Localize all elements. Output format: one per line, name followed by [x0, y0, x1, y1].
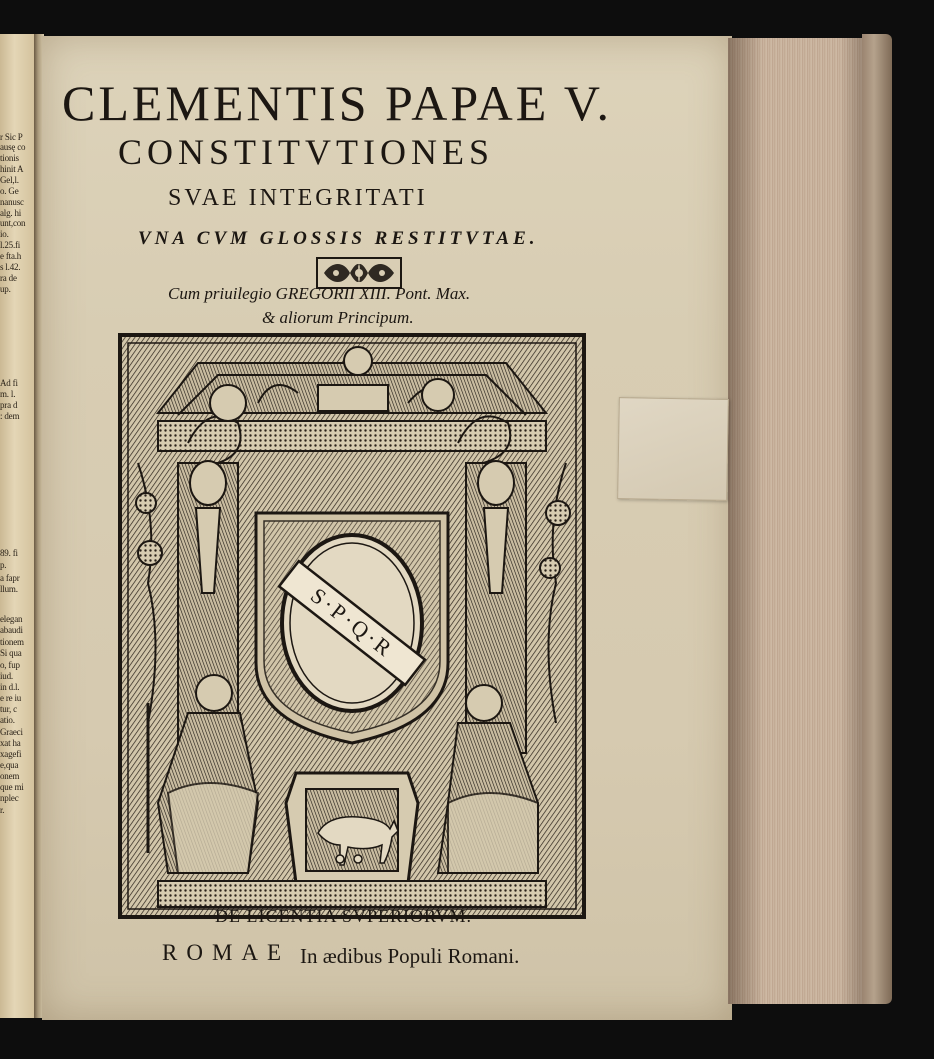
left-page-fragment: nanusc	[0, 197, 24, 207]
left-page-fragment: atio.	[0, 715, 15, 725]
left-page-fragment: e fta.h	[0, 251, 22, 261]
left-page-fragment: llum.	[0, 584, 18, 594]
left-page-fragment: s l.42.	[0, 262, 21, 272]
left-page-fragment: in d.l.	[0, 682, 20, 692]
left-page-fragment: Gel,l.	[0, 175, 19, 185]
title-line-1: CLEMENTIS PAPAE V.	[62, 75, 612, 131]
spqr-inscription: S·P·Q·R	[305, 582, 399, 663]
left-facing-page	[0, 34, 36, 1018]
left-page-fragment: Si qua	[0, 648, 22, 658]
title-line-2: CONSTITVTIONES	[118, 132, 494, 172]
left-page-fragment: r Sic P	[0, 132, 23, 142]
left-page-fragment: tionis	[0, 153, 19, 163]
left-page-fragment: l.25.fi	[0, 240, 21, 250]
left-page-fragment: abaudi	[0, 625, 23, 635]
left-page-fragment: ra de	[0, 273, 17, 283]
title-line-4: VNA CVM GLOSSIS RESTITVTAE.	[138, 228, 539, 249]
left-page-fragment: hinit A	[0, 164, 24, 174]
title-line-3: SVAE INTEGRITATI	[168, 185, 428, 211]
left-page-fragment: : dem	[0, 411, 20, 421]
privilege-line-1: Cum priuilegio GREGORII XIII. Pont. Max.	[168, 284, 471, 303]
imprint-place: ROMAE	[162, 940, 291, 965]
left-page-fragment: p.	[0, 560, 7, 570]
left-page-fragment: up.	[0, 284, 11, 294]
left-page-fragment: unt,con	[0, 218, 26, 228]
left-page-fragment: 89. fi	[0, 548, 18, 558]
left-page-fragment: Graeci	[0, 727, 23, 737]
left-page-fragment: iud.	[0, 671, 13, 681]
left-page-fragment: o, fup	[0, 660, 20, 670]
spqr-woodcut-frontispiece	[118, 333, 586, 919]
imprint-printer: In ædibus Populi Romani.	[300, 944, 520, 968]
left-page-fragment: xagefi	[0, 749, 22, 759]
left-page-fragment: tur, c	[0, 704, 17, 714]
privilege-line-2: & aliorum Principum.	[262, 308, 414, 327]
left-page-fragment: a fapr	[0, 573, 20, 583]
left-page-fragment: nplec	[0, 793, 19, 803]
left-page-fragment: io.	[0, 229, 9, 239]
left-page-fragment: onem	[0, 771, 20, 781]
book-binding	[862, 34, 892, 1004]
left-page-fragment: r.	[0, 805, 5, 815]
left-page-fragment: elegan	[0, 614, 23, 624]
left-page-fragment: alg. hi	[0, 208, 22, 218]
left-page-fragment: e,qua	[0, 760, 19, 770]
left-page-fragment: que mi	[0, 782, 24, 792]
left-page-fragment: xat ha	[0, 738, 21, 748]
left-page-fragment: m. l.	[0, 389, 16, 399]
left-page-fragment: pra d	[0, 400, 18, 410]
left-page-fragment: tionem	[0, 637, 24, 647]
left-page-fragment: ausę co	[0, 142, 26, 152]
left-page-fragment: o. Ge	[0, 186, 19, 196]
left-page-fragment: Ad fi	[0, 378, 18, 388]
licence-line: DE LICENTIA SVPERIORVM.	[215, 906, 473, 926]
left-page-fragment: e re iu	[0, 693, 22, 703]
paper-slip-insert	[617, 397, 729, 501]
